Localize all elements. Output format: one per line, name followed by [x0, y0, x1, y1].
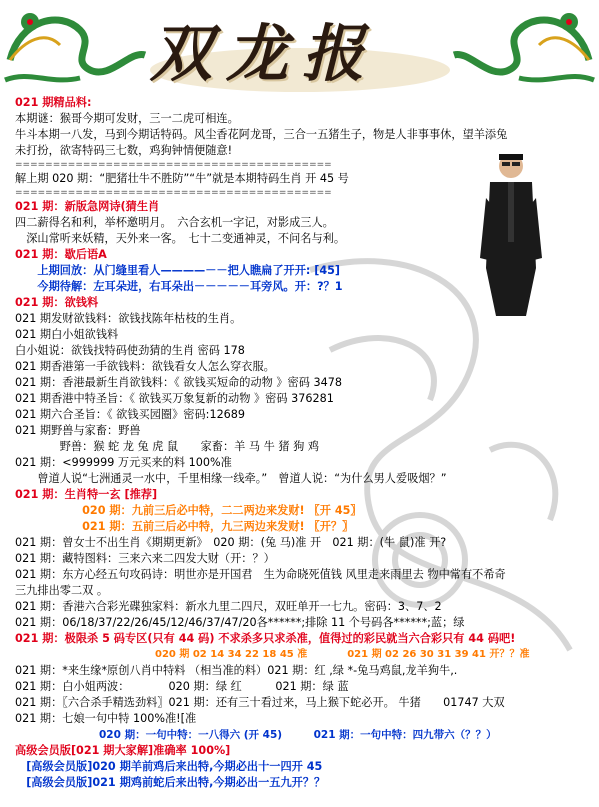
text-line: 021 期香港第一手欲钱料：欲钱看女人怎么穿衣服。: [15, 360, 275, 373]
text-line: 深山常听来妖精，天外来一客。 七十二变通神灵，不问名与利。: [15, 232, 346, 245]
text-line: 三九排出零二双 。: [15, 584, 109, 597]
text-line: 牛斗本期一八发，马到今期话特码。风尘香花阿龙哥，三合一五猪生子，物是人非事事休，望羊添兔: [15, 128, 508, 141]
text-line: 021 期：香港最新生肖欲钱料：《 欲钱买短命的动物 》密码 3478: [15, 376, 342, 389]
text-line: 021 期：曾女士不出生肖《期期更新》 020 期：(兔 马)准 开 021 期：(牛 鼠)准 开?: [15, 536, 447, 549]
text-line: 今期待解：左耳朵进，右耳朵出－－－－－耳旁风。开：?？1: [15, 280, 343, 293]
text-line: 021 期：七娘一句中特 100%准![准: [15, 712, 197, 725]
text-line: 020 期：九前三后必中特，二二两边来发财! 〖开 45〗: [15, 504, 362, 517]
section-heading: 021 期：新版急网诗(猜生肖: [15, 200, 160, 213]
text-line: 021 期：<999999 万元买来的料 100%准: [15, 456, 232, 469]
section-heading: 高级会员版[021 期大家解]准确率 100%]: [15, 744, 231, 757]
text-line: 未打扮，欲寄特码三七数，鸡狗钟情便随意!: [15, 144, 233, 157]
section-heading: 021 期：生肖特一玄 [推荐]: [15, 488, 158, 501]
text-line: 021 期野兽与家畜：野兽: [15, 424, 141, 437]
text-line: 021 期：*来生缘*原创八肖中特料 （相当准的料）021 期：红 ,绿 *-兔马鸡鼠,龙羊狗牛,.: [15, 664, 458, 677]
text-line: 021 期：香港六合彩光碟独家料：新水九里二四尺，双旺单开一七九。密码：3、7、2: [15, 600, 442, 613]
text-line: 021 期发财欲钱料：欲钱找陈年枯枝的生肖。: [15, 312, 242, 325]
page-title: 双龙报: [150, 17, 379, 90]
text-line: 021 期：〖六合杀手精选劲料〗021 期：还有三十看过来，马上猴下蛇必开。 牛猪 01747 大双: [15, 696, 505, 709]
text-line: 野兽：猴 蛇 龙 兔 虎 鼠 家畜：羊 马 牛 猪 狗 鸡: [15, 440, 320, 453]
divider: ==========================================: [15, 160, 332, 170]
text-line: 曾道人说“七洲通灵一水中，千里相缘一线牵。” 曾道人说：“为什么男人爱吸烟？”: [15, 472, 447, 485]
section-heading: 021 期：欲钱料: [15, 296, 99, 309]
text-line: 021 期：东方心经五句攻码诗：明世亦是开国君 生为命晓死值钱 风里走来雨里去 物中常有不希奇: [15, 568, 506, 581]
text-line: 本期谜：猴哥今期可发财，三一二虎可相连。: [15, 112, 239, 125]
section-heading: 021 期精品料:: [15, 96, 92, 109]
text-line: [高级会员版]020 期羊前鸡后来出特,今期必出十一四开 45: [15, 760, 323, 773]
text-line: 021 期：极限杀 5 码专区(只有 44 码) 不求杀多只求杀准，值得过的彩民就当六合彩只有 44 码吧!: [15, 632, 516, 645]
text-line: 021 期香港中特圣旨：《 欲钱买万象复新的动物 》密码 376281: [15, 392, 334, 405]
man-portrait-icon: [480, 148, 542, 318]
text-line: 021 期六合圣旨：《 欲钱买园圈》密码:12689: [15, 408, 246, 421]
text-line: 四二薪得名和利，举杯邀明月。 六合玄机一字记，对影成三人。: [15, 216, 334, 229]
text-line: 021 期：五前三后必中特，九三两边来发财! 〖开？〗: [15, 520, 354, 533]
text-line: 020 期 02 14 34 22 18 45 准 021 期 02 26 30 31 39 41 开？？准: [15, 649, 530, 660]
text-line: 解上期 020 期：“肥猪壮牛不胜防”“牛”就是本期特码生肖 开 45 号: [15, 172, 349, 185]
text-line: [高级会员版]021 期鸡前蛇后来出特,今期必出一五九开？？: [15, 776, 326, 789]
masthead-banner: [0, 0, 599, 96]
text-line: 021 期：白小姐两波： 020 期：绿 红 021 期：绿 蓝: [15, 680, 349, 693]
text-line: 白小姐说：欲钱找特码使劲猜的生肖 密码 178: [15, 344, 245, 357]
text-line: 021 期：06/18/37/22/26/45/12/46/37/47/20各******;排除 11 个号码各******;蓝；绿: [15, 616, 465, 629]
divider: ==========================================: [15, 188, 332, 198]
text-line: 020 期：一句中特：一八得六 (开 45) 021 期：一句中特：四九带六（？？）: [15, 729, 497, 741]
text-line: 上期回放：从门缝里看人————－－把人瞧扁了开开: [45]: [15, 264, 341, 277]
section-heading: 021 期：歇后语A: [15, 248, 107, 261]
text-line: 021 期白小姐欲钱料: [15, 328, 119, 341]
text-line: 021 期：藏特图料：三来六来二四发大财（开：？）: [15, 552, 275, 565]
